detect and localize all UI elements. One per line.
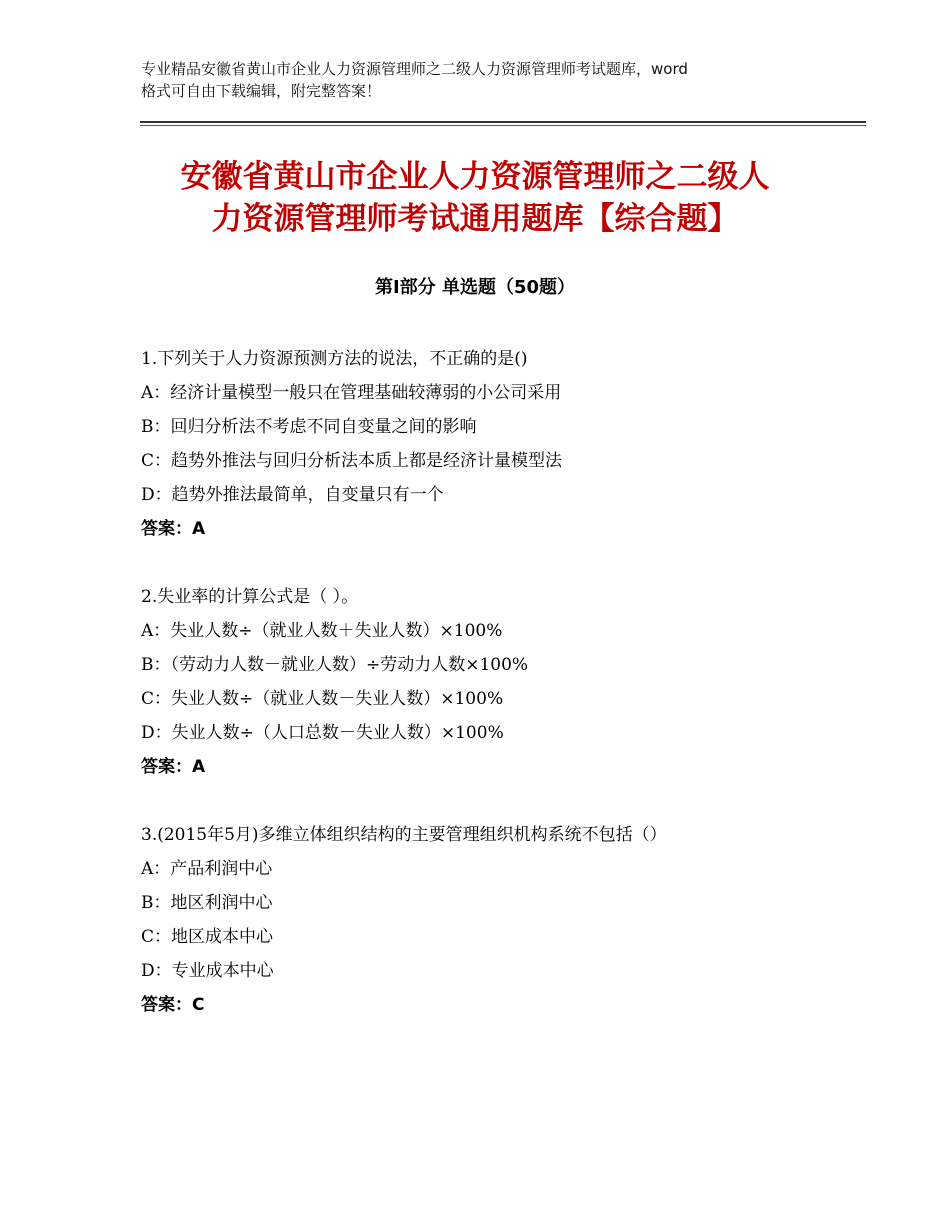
option-b: B：地区利润中心 <box>141 893 273 913</box>
header-note <box>141 58 841 102</box>
option-c: C：地区成本中心 <box>141 927 274 947</box>
document-title-line-2: 力资源管理师考试通用题库【综合题】 <box>211 201 739 237</box>
option-b: B：（劳动力人数－就业人数）÷劳动力人数×100% <box>141 655 529 675</box>
option-a: A：失业人数÷（就业人数＋失业人数）×100% <box>141 621 503 641</box>
answer: 答案：A <box>141 757 206 777</box>
section-title: 第Ⅰ部分 单选题（50题） <box>374 277 575 298</box>
question-stem: 1.下列关于人力资源预测方法的说法，不正确的是() <box>141 349 528 369</box>
option-c: C：趋势外推法与回归分析法本质上都是经济计量模型法 <box>141 451 563 471</box>
header-divider-thick <box>140 121 866 123</box>
header-note-line-2: 格式可自由下载编辑，附完整答案！ <box>141 82 382 100</box>
option-d: D：失业人数÷（人口总数－失业人数）×100% <box>141 723 504 743</box>
question-list <box>141 342 821 1056</box>
answer: 答案：C <box>141 995 205 1015</box>
document-title <box>100 156 850 240</box>
option-a: A：经济计量模型一般只在管理基础较薄弱的小公司采用 <box>141 383 562 403</box>
option-c: C：失业人数÷（就业人数－失业人数）×100% <box>141 689 504 709</box>
question-stem: 2.失业率的计算公式是（ ）。 <box>141 587 359 607</box>
answer: 答案：A <box>141 519 206 539</box>
header-note-line-1: 专业精品安徽省黄山市企业人力资源管理师之二级人力资源管理师考试题库，word <box>141 60 688 78</box>
option-d: D：专业成本中心 <box>141 961 274 981</box>
option-b: B：回归分析法不考虑不同自变量之间的影响 <box>141 417 477 437</box>
question-stem: 3.(2015年5月)多维立体组织结构的主要管理组织机构系统不包括（） <box>141 825 667 845</box>
question-3 <box>141 818 821 1022</box>
question-1 <box>141 342 821 546</box>
option-d: D：趋势外推法最简单，自变量只有一个 <box>141 485 444 505</box>
option-a: A：产品利润中心 <box>141 859 273 879</box>
header-divider-thin <box>140 125 866 126</box>
question-2 <box>141 580 821 784</box>
document-title-line-1: 安徽省黄山市企业人力资源管理师之二级人 <box>180 159 770 195</box>
